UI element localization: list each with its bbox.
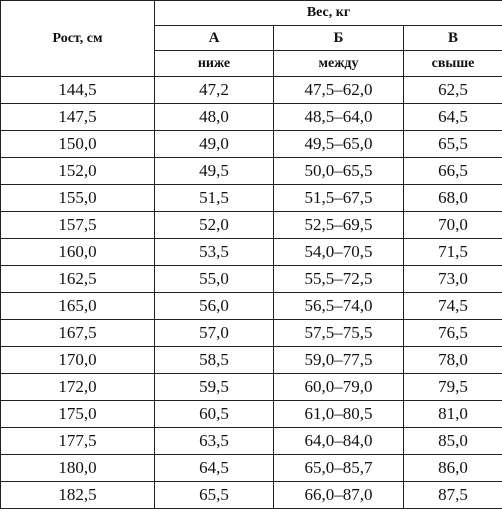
weight-below-cell: 48,0 xyxy=(155,104,274,131)
height-cell: 180,0 xyxy=(1,455,155,482)
table-row xyxy=(1,104,502,131)
weight-range-cell: 61,0–80,5 xyxy=(274,401,404,428)
weight-below-cell: 51,5 xyxy=(155,185,274,212)
height-cell: 152,0 xyxy=(1,158,155,185)
weight-below-cell: 57,0 xyxy=(155,320,274,347)
weight-range-cell: 60,0–79,0 xyxy=(274,374,404,401)
height-column-header: Рост, см xyxy=(1,1,155,77)
weight-range-cell: 55,5–72,5 xyxy=(274,266,404,293)
table-row xyxy=(1,428,502,455)
table-row xyxy=(1,185,502,212)
weight-above-cell: 81,0 xyxy=(404,401,502,428)
table-row xyxy=(1,482,502,509)
table-row xyxy=(1,320,502,347)
table-row xyxy=(1,77,502,104)
weight-above-cell: 78,0 xyxy=(404,347,502,374)
weight-above-cell: 85,0 xyxy=(404,428,502,455)
weight-above-cell: 79,5 xyxy=(404,374,502,401)
table-row xyxy=(1,293,502,320)
weight-below-cell: 63,5 xyxy=(155,428,274,455)
column-a-subheader: ниже xyxy=(155,51,274,77)
weight-range-cell: 66,0–87,0 xyxy=(274,482,404,509)
weight-above-cell: 66,5 xyxy=(404,158,502,185)
weight-below-cell: 58,5 xyxy=(155,347,274,374)
weight-below-cell: 65,5 xyxy=(155,482,274,509)
height-cell: 160,0 xyxy=(1,239,155,266)
weight-below-cell: 64,5 xyxy=(155,455,274,482)
height-cell: 177,5 xyxy=(1,428,155,455)
table-row xyxy=(1,455,502,482)
column-b-subheader: между xyxy=(274,51,404,77)
table-row xyxy=(1,266,502,293)
weight-range-cell: 64,0–84,0 xyxy=(274,428,404,455)
weight-above-cell: 86,0 xyxy=(404,455,502,482)
height-cell: 172,0 xyxy=(1,374,155,401)
weight-below-cell: 59,5 xyxy=(155,374,274,401)
height-cell: 144,5 xyxy=(1,77,155,104)
weight-above-cell: 74,5 xyxy=(404,293,502,320)
table-row xyxy=(1,374,502,401)
table-row xyxy=(1,239,502,266)
height-cell: 175,0 xyxy=(1,401,155,428)
table-row xyxy=(1,401,502,428)
weight-group-header: Вес, кг xyxy=(155,1,502,26)
weight-range-cell: 57,5–75,5 xyxy=(274,320,404,347)
height-cell: 170,0 xyxy=(1,347,155,374)
weight-range-cell: 51,5–67,5 xyxy=(274,185,404,212)
table-header xyxy=(1,1,502,77)
weight-above-cell: 76,5 xyxy=(404,320,502,347)
height-cell: 182,5 xyxy=(1,482,155,509)
weight-above-cell: 73,0 xyxy=(404,266,502,293)
height-cell: 157,5 xyxy=(1,212,155,239)
column-a-letter: А xyxy=(155,26,274,51)
table-row xyxy=(1,212,502,239)
weight-below-cell: 55,0 xyxy=(155,266,274,293)
table-body xyxy=(1,77,502,509)
column-b-letter: Б xyxy=(274,26,404,51)
table-row xyxy=(1,158,502,185)
weight-range-cell: 52,5–69,5 xyxy=(274,212,404,239)
table-row xyxy=(1,347,502,374)
weight-range-cell: 47,5–62,0 xyxy=(274,77,404,104)
weight-range-cell: 54,0–70,5 xyxy=(274,239,404,266)
weight-below-cell: 49,0 xyxy=(155,131,274,158)
weight-above-cell: 62,5 xyxy=(404,77,502,104)
height-cell: 147,5 xyxy=(1,104,155,131)
height-cell: 167,5 xyxy=(1,320,155,347)
height-cell: 150,0 xyxy=(1,131,155,158)
weight-below-cell: 53,5 xyxy=(155,239,274,266)
column-c-letter: В xyxy=(404,26,502,51)
height-cell: 155,0 xyxy=(1,185,155,212)
weight-below-cell: 52,0 xyxy=(155,212,274,239)
weight-above-cell: 70,0 xyxy=(404,212,502,239)
weight-range-cell: 59,0–77,5 xyxy=(274,347,404,374)
weight-above-cell: 64,5 xyxy=(404,104,502,131)
weight-below-cell: 47,2 xyxy=(155,77,274,104)
weight-range-cell: 50,0–65,5 xyxy=(274,158,404,185)
weight-below-cell: 60,5 xyxy=(155,401,274,428)
weight-above-cell: 87,5 xyxy=(404,482,502,509)
weight-below-cell: 56,0 xyxy=(155,293,274,320)
column-c-subheader: свыше xyxy=(404,51,502,77)
table-row xyxy=(1,131,502,158)
weight-range-cell: 49,5–65,0 xyxy=(274,131,404,158)
height-cell: 162,5 xyxy=(1,266,155,293)
height-cell: 165,0 xyxy=(1,293,155,320)
weight-range-cell: 65,0–85,7 xyxy=(274,455,404,482)
weight-above-cell: 65,5 xyxy=(404,131,502,158)
weight-above-cell: 68,0 xyxy=(404,185,502,212)
weight-above-cell: 71,5 xyxy=(404,239,502,266)
weight-range-cell: 56,5–74,0 xyxy=(274,293,404,320)
weight-range-cell: 48,5–64,0 xyxy=(274,104,404,131)
weight-below-cell: 49,5 xyxy=(155,158,274,185)
